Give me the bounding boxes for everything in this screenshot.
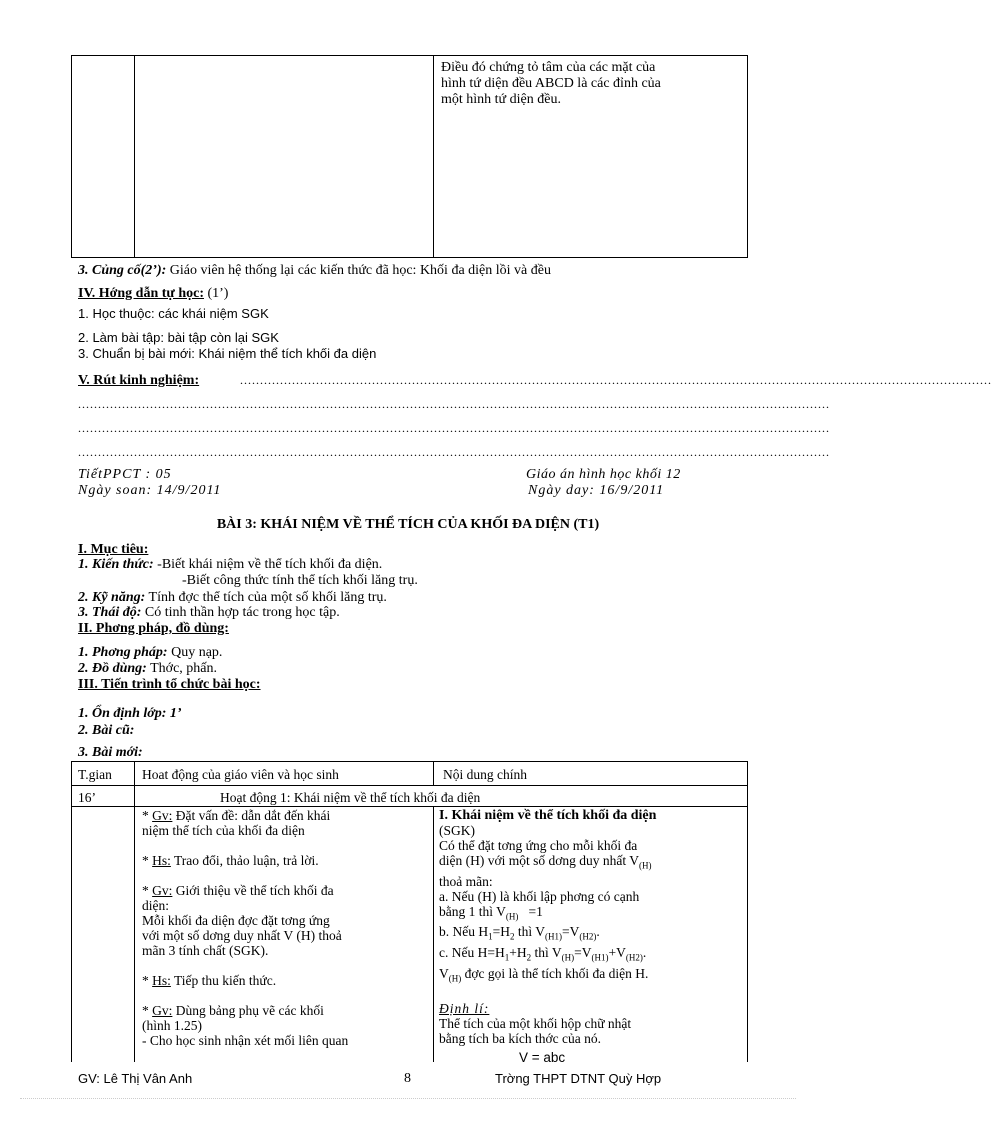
dotted-line: ............................................................................................................................................................................................ [78,397,830,411]
ngay-day: Ngày day: 16/9/2011 [528,483,665,498]
footer-teacher: GV: Lê Thị Vân Anh [78,1071,193,1086]
top-table-right-text: Điều đó chứng tỏ tâm của các mặt của hình tứ diện đều ABCD là các đỉnh của một hình tứ diện đều. [441,60,661,107]
page-bottom-rule [20,1098,796,1099]
phuong-phap-heading: II. Phơng pháp, đồ dùng: [78,621,229,636]
phuong-phap-line: 1. Phơng pháp: Quy nạp. [78,645,223,660]
teacher-activity-column: * Gv: Đặt vấn đề: dẫn dắt đến khái niệm thể tích của khối đa diện * Hs: Trao đổi, thảo luận, trả lời. * Gv: Giới thiệu về thể tích khối đa diện: Mỗi khối đa diện đợc đặt tơng ứng với một số dơng duy nhất V (H) thoả mãn 3 tính chất (SGK). * Hs: Tiếp thu kiến thức. * Gv: Dùng bảng phụ vẽ các khối (hình 1.25) - Cho học sinh nhận xét mối liên quan [142,808,349,1048]
header-noi-dung: Nội dung chính [443,767,527,782]
bai-moi: 3. Bài mới: [78,745,143,760]
cung-co-line: 3. Củng cố(2’): Giáo viên hệ thống lại các kiến thức đã học: Khối đa diện lồi và đều [78,263,551,278]
footer-school: Trờng THPT DTNT Quỳ Hợp [495,1071,662,1086]
content-column: I. Khái niệm về thể tích khối đa diện (SGK) Có thể đặt tơng ứng cho mỗi khối đa diện (H) với một số dơng duy nhất $V_{(H)}$ thoả mãn: a. Nếu (H) là khối lập phơng có cạnh bằng 1 thì $V_{(H)} =1$ b. Nếu $H_1=H_2$ thì $V_{(H1)}=V_{(H2)}$. c. Nếu $H=H_1+H_2$ thì $V_{(H)}=V_{(H1)}+V_{(H2)}$. $V_{(H)}$ đợc gọi là thể tích khối đa diện H. Định lí: Thể tích của một khối hộp chữ nhật bằng tích ba kích thớc của nó. V = abc [439,808,657,1066]
huong-dan-item: 2. Làm bài tập: bài tập còn lại SGK [78,330,279,345]
giao-an-label: Giáo án hình học khối 12 [526,467,681,482]
ngay-soan: Ngày soan: 14/9/2011 [78,483,222,498]
dotted-line: ............................................................................................................................................................................................ [240,373,992,387]
huong-dan-item: 1. Học thuộc: các khái niệm SGK [78,306,269,321]
tiet-ppct: TiếtPPCT : 05 [78,467,172,482]
thai-do-line: 3. Thái độ: Có tinh thần hợp tác trong học tập. [78,605,340,620]
kien-thuc-line: 1. Kiến thức: -Biết khái niệm về thể tích khối đa diện. [78,557,383,572]
on-dinh-lop: 1. Ổn định lớp: 1’ [78,706,182,721]
dotted-line: ............................................................................................................................................................................................ [78,445,830,459]
footer-page-number: 8 [404,1071,411,1086]
muc-tieu-heading: I. Mục tiêu: [78,542,149,557]
activity-title: Hoạt động 1: Khái niệm về thể tích khối đa diện [220,790,481,805]
do-dung-line: 2. Đồ dùng: Thớc, phấn. [78,661,217,676]
dotted-line: ............................................................................................................................................................................................ [78,421,830,435]
huong-dan-item: 3. Chuẩn bị bài mới: Khái niệm thể tích khối đa diện [78,346,377,361]
rut-kinh-nghiem-label: V. Rút kinh nghiệm: [78,373,200,388]
header-hoat-dong: Hoat động của giáo viên và học sinh [142,767,339,782]
ky-nang-line: 2. Kỹ năng: Tính đợc thể tích của một số khối lăng trụ. [78,590,387,605]
huong-dan-heading: IV. Hớng dẫn tự học: (1’) [78,286,229,301]
tien-trinh-heading: III. Tiến trình tổ chức bài học: [78,677,261,692]
bai-cu: 2. Bài cũ: [78,723,135,738]
row-time: 16’ [78,790,96,805]
header-tgian: T.gian [78,767,112,782]
kien-thuc-line-2: -Biết công thức tính thể tích khối lăng trụ. [182,573,418,588]
lesson-title: BÀI 3: KHÁI NIỆM VỀ THỂ TÍCH CỦA KHỐI ĐA DIỆN (T1) [216,517,600,532]
